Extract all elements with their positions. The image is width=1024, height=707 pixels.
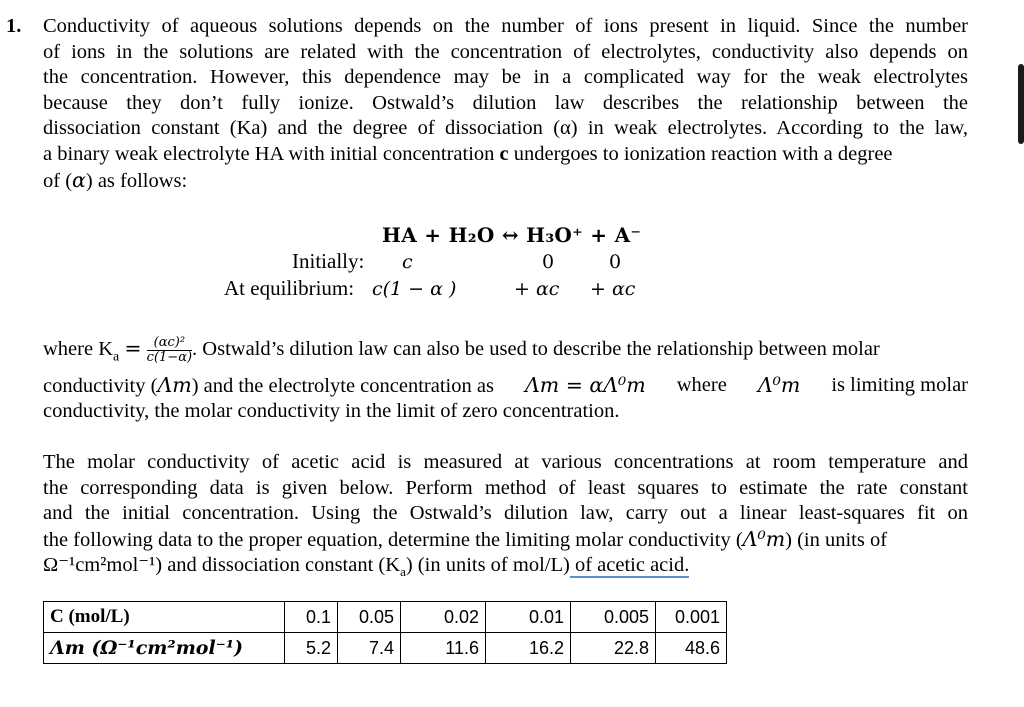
table-cell: 7.4 [338, 633, 401, 664]
intro-line: Conductivity of aqueous solutions depends on the number of ions present in liquid. Since the number [43, 15, 968, 37]
scrollbar-thumb[interactable] [1018, 64, 1024, 144]
table-cell: 48.6 [656, 633, 727, 664]
ka-fraction: $\frac{\text{(αc)²}}{c(1-\alpha)}$ [146, 335, 193, 365]
ostwald-paragraph-line1: where $K_a$ = $\frac{\text{(αc)²}}{c(1-\alpha)}$ . Ostwald’s dilution law can also be used to describe the relationship between molar [43, 335, 880, 365]
initially-label: Initially: [292, 249, 365, 273]
ostwald-paragraph-line2: conductivity (Λm) and the electrolyte concentration as Λm = αΛ⁰m where Λ⁰m is limiting molar [43, 373, 968, 400]
initially-a-value: 0 [609, 251, 622, 273]
task-line: the following data to the proper equation, determine the limiting molar conductivity (Λ⁰m) (in units of [43, 526, 888, 551]
concentration-symbol: c [499, 142, 509, 165]
task-paragraph [43, 450, 968, 585]
intro-line: the concentration. However, this dependence may be in a complicated way for the weak electrolytes [43, 66, 968, 89]
table-row [44, 633, 727, 664]
equilibrium-label: At equilibrium: [224, 276, 355, 300]
table-cell: 22.8 [571, 633, 656, 664]
reaction-equation: HA + H₂O ↔ H₃O⁺ + A⁻ [382, 223, 642, 247]
equilibrium-expression: c(1 − α ) [372, 278, 457, 300]
task-line: and the initial concentration. Using the Ostwald’s dilution law, carry out a linear least-squares fit on [43, 502, 968, 525]
lambda-m-symbol: Λm [157, 373, 192, 397]
table-cell: 0.001 [656, 602, 727, 633]
task-line: the corresponding data is given below. Perform method of least squares to estimate the rate constant [43, 476, 968, 499]
task-line: The molar conductivity of acetic acid is measured at various concentrations at room temperature and [43, 451, 968, 473]
concentration-row-header: C (mol/L) [44, 602, 285, 633]
table-cell: 0.01 [486, 602, 571, 633]
initially-c: c [402, 251, 413, 273]
intro-line: of ions in the solutions are related with the concentration of electrolytes, conductivity also depends on [43, 40, 968, 63]
ostwald-paragraph-line3: conductivity, the molar conductivity in the limit of zero concentration. [43, 400, 620, 422]
conductivity-row-header: Λm (Ω⁻¹cm²mol⁻¹) [44, 633, 285, 664]
conductivity-data-table [43, 601, 727, 664]
intro-line: of (α) as follows: [43, 167, 188, 192]
equilibrium-a-value: + αc [590, 278, 636, 300]
table-cell: 0.1 [285, 602, 338, 633]
intro-line: dissociation constant (Ka) and the degree of dissociation (α) in weak electrolytes. According to the law, [43, 117, 968, 140]
limiting-conductivity-symbol: Λ⁰m [757, 373, 801, 397]
table-cell: 0.02 [401, 602, 486, 633]
intro-line: because they don’t fully ionize. Ostwald’s dilution law describes the relationship between the [43, 91, 968, 114]
table-cell: 16.2 [486, 633, 571, 664]
table-cell: 0.005 [571, 602, 656, 633]
initially-h3o-value: 0 [542, 251, 555, 273]
table-cell: 0.05 [338, 602, 401, 633]
intro-paragraph [43, 14, 968, 194]
table-row [44, 602, 727, 633]
question-number: 1. [6, 15, 22, 37]
intro-line: a binary weak electrolyte HA with initial concentration c undergoes to ionization reaction with a degree [43, 142, 893, 165]
task-line: Ω⁻¹cm²mol⁻¹) and dissociation constant $(K_a)$ (in units of mol/L) of acetic acid. [43, 554, 690, 580]
table-cell: 5.2 [285, 633, 338, 664]
equilibrium-h3o-value: + αc [514, 278, 560, 300]
table-cell: 11.6 [401, 633, 486, 664]
conductivity-formula: Λm = αΛ⁰m [524, 373, 646, 397]
alpha-symbol: α [72, 167, 86, 192]
